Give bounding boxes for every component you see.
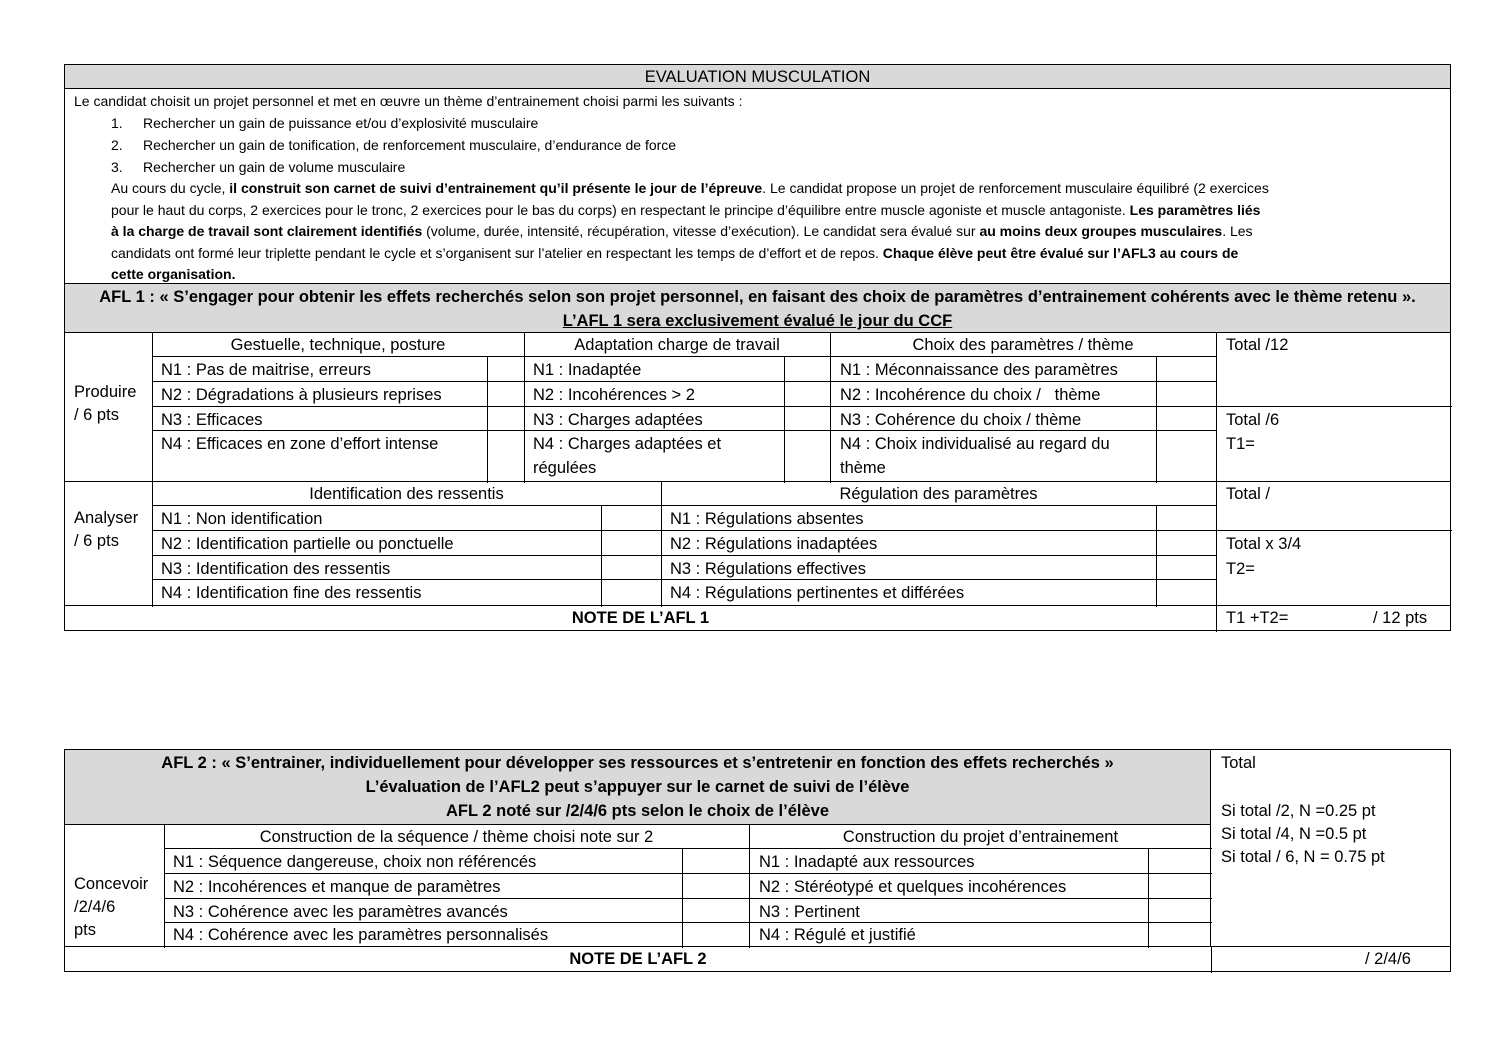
produire-b-n1: N1 : Inadaptée bbox=[533, 361, 642, 379]
concevoir-pts: pts bbox=[74, 921, 97, 939]
produire-b-n4-line1: N4 : Charges adaptées et bbox=[533, 435, 722, 453]
theme-2-num: 2. bbox=[111, 137, 123, 153]
analyser-total: Total / bbox=[1226, 485, 1271, 503]
produire-c-n4-line2: thème bbox=[840, 459, 886, 477]
produire-label: Produire bbox=[74, 383, 137, 401]
intro-paragraph-line-2: pour le haut du corps, 2 exercices pour le tronc, 2 exercices pour le bas du corps) en respectant le principe d’équilibre entre muscle agoniste et muscle antagoniste. Les paramètres liés bbox=[111, 202, 1261, 218]
theme-3-num: 3. bbox=[111, 159, 123, 175]
concevoir-a-n2: N2 : Incohérences et manque de paramètres bbox=[173, 878, 501, 896]
afl2-subtitle: L’évaluation de l’AFL2 peut s’appuyer sur le carnet de suivi de l’élève bbox=[365, 778, 910, 796]
afl2-title: AFL 2 : « S’entrainer, individuellement pour développer ses ressources et s’entretenir en fonction des effets recherchés » bbox=[161, 754, 1114, 772]
analyser-label: Analyser bbox=[74, 509, 139, 527]
concevoir-col-sequence: Construction de la séquence / thème choisi note sur 2 bbox=[259, 828, 654, 846]
intro-block bbox=[64, 88, 1451, 284]
afl2-note-row bbox=[64, 946, 1451, 972]
produire-section bbox=[64, 332, 1451, 482]
produire-col-parametres: Choix des paramètres / thème bbox=[912, 336, 1134, 354]
concevoir-b-n2: N2 : Stéréotypé et quelques incohérences bbox=[759, 878, 1067, 896]
produire-col-charge: Adaptation charge de travail bbox=[574, 336, 780, 354]
produire-col-gestuelle: Gestuelle, technique, posture bbox=[230, 336, 446, 354]
concevoir-a-n1: N1 : Séquence dangereuse, choix non référencés bbox=[173, 853, 537, 871]
analyser-col-ressentis: Identification des ressentis bbox=[309, 485, 504, 503]
produire-a-n4: N4 : Efficaces en zone d’effort intense bbox=[161, 435, 439, 453]
afl2-rule-4: Si total /4, N =0.5 pt bbox=[1221, 825, 1367, 843]
afl1-note-label: NOTE DE L’AFL 1 bbox=[571, 609, 710, 627]
afl1-subtitle: L’AFL 1 sera exclusivement évalué le jour du CCF bbox=[562, 312, 953, 330]
analyser-b-n1: N1 : Régulations absentes bbox=[670, 510, 864, 528]
afl2-header bbox=[64, 749, 1211, 825]
t1-field[interactable]: T1= bbox=[1226, 435, 1255, 453]
analyser-points: / 6 pts bbox=[74, 532, 119, 550]
afl1-note-formula: T1 +T2= bbox=[1226, 609, 1289, 627]
concevoir-b-n3: N3 : Pertinent bbox=[759, 903, 860, 921]
analyser-a-n4: N4 : Identification fine des ressentis bbox=[161, 584, 422, 602]
page-title: EVALUATION MUSCULATION bbox=[644, 68, 871, 86]
analyser-b-n2: N2 : Régulations inadaptées bbox=[670, 535, 878, 553]
afl1-note-row bbox=[64, 605, 1451, 631]
intro-paragraph-line-5: cette organisation. bbox=[111, 266, 236, 282]
produire-b-n4-line2: régulées bbox=[533, 459, 597, 477]
afl1-header bbox=[64, 283, 1451, 333]
concevoir-a-n3: N3 : Cohérence avec les paramètres avancés bbox=[173, 903, 508, 921]
afl2-total-column bbox=[1210, 749, 1451, 947]
produire-b-n3: N3 : Charges adaptées bbox=[533, 411, 703, 429]
produire-points: / 6 pts bbox=[74, 406, 119, 424]
theme-3: Rechercher un gain de volume musculaire bbox=[143, 159, 406, 175]
produire-total-12: Total /12 bbox=[1226, 336, 1289, 354]
concevoir-b-n4: N4 : Régulé et justifié bbox=[759, 926, 916, 944]
produire-a-n2: N2 : Dégradations à plusieurs reprises bbox=[161, 386, 442, 404]
produire-a-n3: N3 : Efficaces bbox=[161, 411, 263, 429]
concevoir-a-n4: N4 : Cohérence avec les paramètres personnalisés bbox=[173, 926, 549, 944]
afl2-rule-6: Si total / 6, N = 0.75 pt bbox=[1221, 848, 1385, 866]
analyser-col-regulation: Régulation des paramètres bbox=[839, 485, 1038, 503]
produire-a-n1: N1 : Pas de maitrise, erreurs bbox=[161, 361, 371, 379]
produire-b-n2: N2 : Incohérences > 2 bbox=[533, 386, 695, 404]
produire-total-6: Total /6 bbox=[1226, 411, 1280, 429]
afl2-total: Total bbox=[1221, 754, 1256, 772]
afl2-table bbox=[64, 749, 1451, 972]
produire-c-n1: N1 : Méconnaissance des paramètres bbox=[840, 361, 1118, 379]
afl1-table bbox=[64, 64, 1451, 631]
concevoir-col-projet: Construction du projet d’entrainement bbox=[842, 828, 1119, 846]
analyser-section bbox=[64, 481, 1451, 606]
concevoir-b-n1: N1 : Inadapté aux ressources bbox=[759, 853, 975, 871]
produire-c-n2: N2 : Incohérence du choix / thème bbox=[840, 386, 1101, 404]
analyser-b-n4: N4 : Régulations pertinentes et différées bbox=[670, 584, 965, 602]
intro-paragraph-line-1: Au cours du cycle, il construit son carnet de suivi d’entrainement qu’il présente le jour de l’épreuve. Le candidat propose un projet de renforcement musculaire équilibré (2 exercices bbox=[111, 180, 1269, 196]
intro-paragraph-line-3: à la charge de travail sont clairement identifiés (volume, durée, intensité, récupération, vitesse d’exécution). Le candidat sera évalué sur au moins deux groupes musculaires. Les bbox=[111, 223, 1253, 239]
afl1-title: AFL 1 : « S’engager pour obtenir les effets recherchés selon son projet personnel, en faisant des choix de paramètres d’entrainement cohérents avec le thème retenu ». bbox=[99, 288, 1416, 306]
analyser-a-n1: N1 : Non identification bbox=[161, 510, 323, 528]
theme-2: Rechercher un gain de tonification, de renforcement musculaire, d’endurance de force bbox=[143, 137, 677, 153]
analyser-a-n3: N3 : Identification des ressentis bbox=[161, 560, 391, 578]
afl2-note-label: NOTE DE L’AFL 2 bbox=[569, 950, 707, 968]
theme-1-num: 1. bbox=[111, 115, 123, 131]
afl2-rule-2: Si total /2, N =0.25 pt bbox=[1221, 802, 1376, 820]
analyser-b-n3: N3 : Régulations effectives bbox=[670, 560, 866, 578]
t2-field[interactable]: T2= bbox=[1226, 560, 1255, 578]
analyser-a-n2: N2 : Identification partielle ou ponctuelle bbox=[161, 535, 454, 553]
afl1-note-max: / 12 pts bbox=[1373, 609, 1428, 627]
concevoir-label: Concevoir bbox=[74, 875, 149, 893]
intro-paragraph-line-4: candidats ont formé leur triplette pendant le cycle et s’organisent sur l’atelier en respectant les temps de d’effort et de repos. Chaque élève peut être évalué sur l’AFL3 au cours de bbox=[111, 245, 1239, 261]
afl2-note-max: / 2/4/6 bbox=[1365, 950, 1411, 968]
concevoir-section bbox=[64, 824, 1211, 947]
title-row bbox=[64, 64, 1451, 89]
intro-lead: Le candidat choisit un projet personnel et met en œuvre un thème d’entrainement choisi parmi les suivants : bbox=[74, 93, 743, 109]
concevoir-points: /2/4/6 bbox=[74, 898, 116, 916]
analyser-total-x34: Total x 3/4 bbox=[1226, 535, 1302, 553]
theme-1: Rechercher un gain de puissance et/ou d’explosivité musculaire bbox=[143, 115, 539, 131]
afl2-scoring: AFL 2 noté sur /2/4/6 pts selon le choix de l’élève bbox=[446, 802, 829, 820]
produire-c-n4-line1: N4 : Choix individualisé au regard du bbox=[840, 435, 1110, 453]
produire-c-n3: N3 : Cohérence du choix / thème bbox=[840, 411, 1082, 429]
